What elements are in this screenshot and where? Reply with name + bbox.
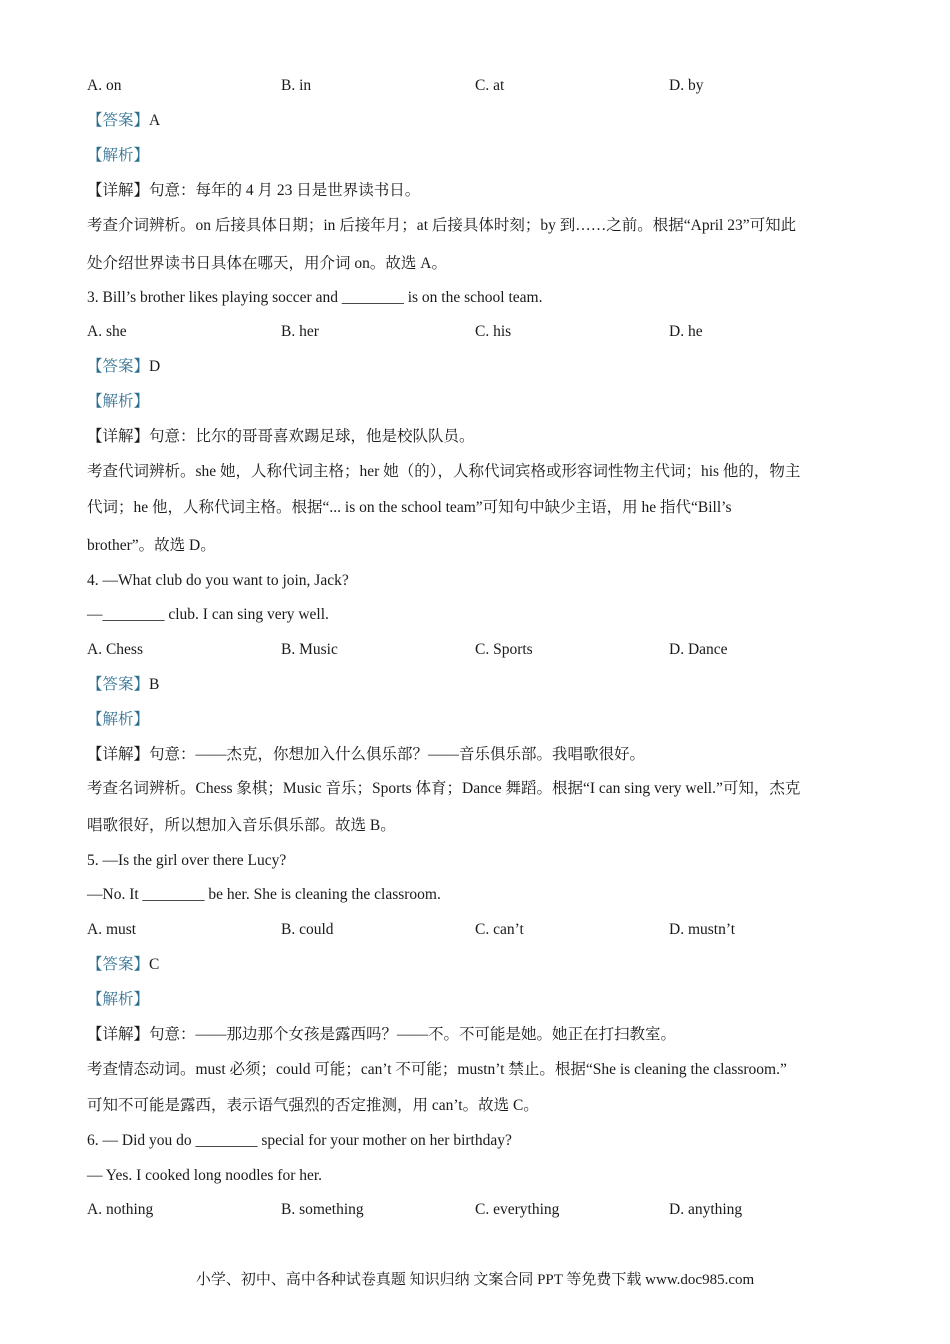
q2-answer (87, 111, 160, 131)
q5-options (87, 920, 867, 940)
q5-detail: 【详解】句意：——那边那个女孩是露西吗？——不。不可能是她。她正在打扫教室。 (87, 1026, 677, 1043)
answer-label: 【答案】 (87, 956, 150, 973)
q5-option-c: C. can’t (475, 921, 524, 938)
q4-detail: 【详解】句意：——杰克，你想加入什么俱乐部？——音乐俱乐部。我唱歌很好。 (87, 746, 646, 763)
q3-option-a: A. she (87, 323, 127, 340)
q2-explanation-line-1: 考查介词辨析。on 后接具体日期；in 后接年月；at 后接具体时刻；by 到……之前。根据“April 23”可知此 (87, 217, 797, 234)
q4-option-d: D. Dance (669, 641, 728, 658)
answer-label: 【答案】 (87, 358, 150, 375)
q6-stem-line-1: 6. — Did you do ________ special for your mother on her birthday? (87, 1132, 512, 1149)
q3-option-b: B. her (281, 323, 319, 340)
answer-label: 【答案】 (87, 676, 150, 693)
q2-option-d: D. by (669, 77, 704, 94)
q3-explanation-line-3: brother”。故选 D。 (87, 537, 216, 554)
q6-stem-line-2: — Yes. I cooked long noodles for her. (87, 1167, 323, 1184)
q6-option-d: D. anything (669, 1201, 743, 1218)
q4-answer-value: B (149, 676, 160, 693)
q3-analysis-label: 【解析】 (87, 393, 150, 410)
q6-option-b: B. something (281, 1201, 364, 1218)
q2-option-b: B. in (281, 77, 312, 94)
q5-explanation-line-1: 考查情态动词。must 必须；could 可能；can’t 不可能；mustn’t 禁止。根据“She is cleaning the classroom.” (87, 1061, 787, 1078)
q5-analysis-label: 【解析】 (87, 991, 150, 1008)
q4-option-b: B. Music (281, 641, 338, 658)
q4-option-c: C. Sports (475, 641, 533, 658)
q2-options (87, 76, 867, 96)
answer-label: 【答案】 (87, 112, 150, 129)
q2-analysis-label: 【解析】 (87, 147, 150, 164)
q3-option-d: D. he (669, 323, 703, 340)
q5-option-b: B. could (281, 921, 334, 938)
q5-option-d: D. mustn’t (669, 921, 736, 938)
page-footer: 小学、初中、高中各种试卷真题 知识归纳 文案合同 PPT 等免费下载 www.doc985.com (195, 1272, 755, 1288)
q4-analysis-label: 【解析】 (87, 711, 150, 728)
q4-options (87, 640, 867, 660)
q6-options (87, 1200, 867, 1220)
q2-detail: 【详解】句意：每年的 4 月 23 日是世界读书日。 (87, 182, 421, 199)
q2-answer-value: A (149, 112, 161, 129)
q2-option-c: C. at (475, 77, 505, 94)
q3-answer-value: D (149, 358, 161, 375)
q3-explanation-line-1: 考查代词辨析。she 她，人称代词主格；her 她（的），人称代词宾格或形容词性物主代词；his 他的，物主 (87, 463, 801, 480)
q4-stem-line-2: —________ club. I can sing very well. (87, 606, 329, 623)
q3-explanation-line-2: 代词；he 他，人称代词主格。根据“... is on the school team”可知句中缺少主语，用 he 指代“Bill’s (87, 499, 732, 516)
q4-option-a: A. Chess (87, 641, 143, 658)
q6-option-c: C. everything (475, 1201, 560, 1218)
q4-explanation-line-2: 唱歌很好，所以想加入音乐俱乐部。故选 B。 (87, 817, 396, 834)
q3-stem: 3. Bill’s brother likes playing soccer and ________ is on the school team. (87, 289, 543, 306)
q3-option-c: C. his (475, 323, 512, 340)
q3-detail: 【详解】句意：比尔的哥哥喜欢踢足球，他是校队队员。 (87, 428, 475, 445)
q4-explanation-line-1: 考查名词辨析。Chess 象棋；Music 音乐；Sports 体育；Dance 舞蹈。根据“I can sing very well.”可知，杰克 (87, 780, 801, 797)
q5-stem-line-1: 5. —Is the girl over there Lucy? (87, 852, 287, 869)
q5-answer (87, 955, 159, 975)
q2-option-a: A. on (87, 77, 122, 94)
q4-answer (87, 675, 159, 695)
q3-options (87, 322, 867, 342)
q5-explanation-line-2: 可知不可能是露西，表示语气强烈的否定推测，用 can’t。故选 C。 (87, 1097, 539, 1114)
q2-explanation-line-2: 处介绍世界读书日具体在哪天，用介词 on。故选 A。 (87, 255, 447, 272)
q6-option-a: A. nothing (87, 1201, 154, 1218)
q5-stem-line-2: —No. It ________ be her. She is cleaning the classroom. (87, 886, 441, 903)
q3-answer (87, 357, 160, 377)
q5-option-a: A. must (87, 921, 137, 938)
q5-answer-value: C (149, 956, 160, 973)
q4-stem-line-1: 4. —What club do you want to join, Jack? (87, 572, 349, 589)
